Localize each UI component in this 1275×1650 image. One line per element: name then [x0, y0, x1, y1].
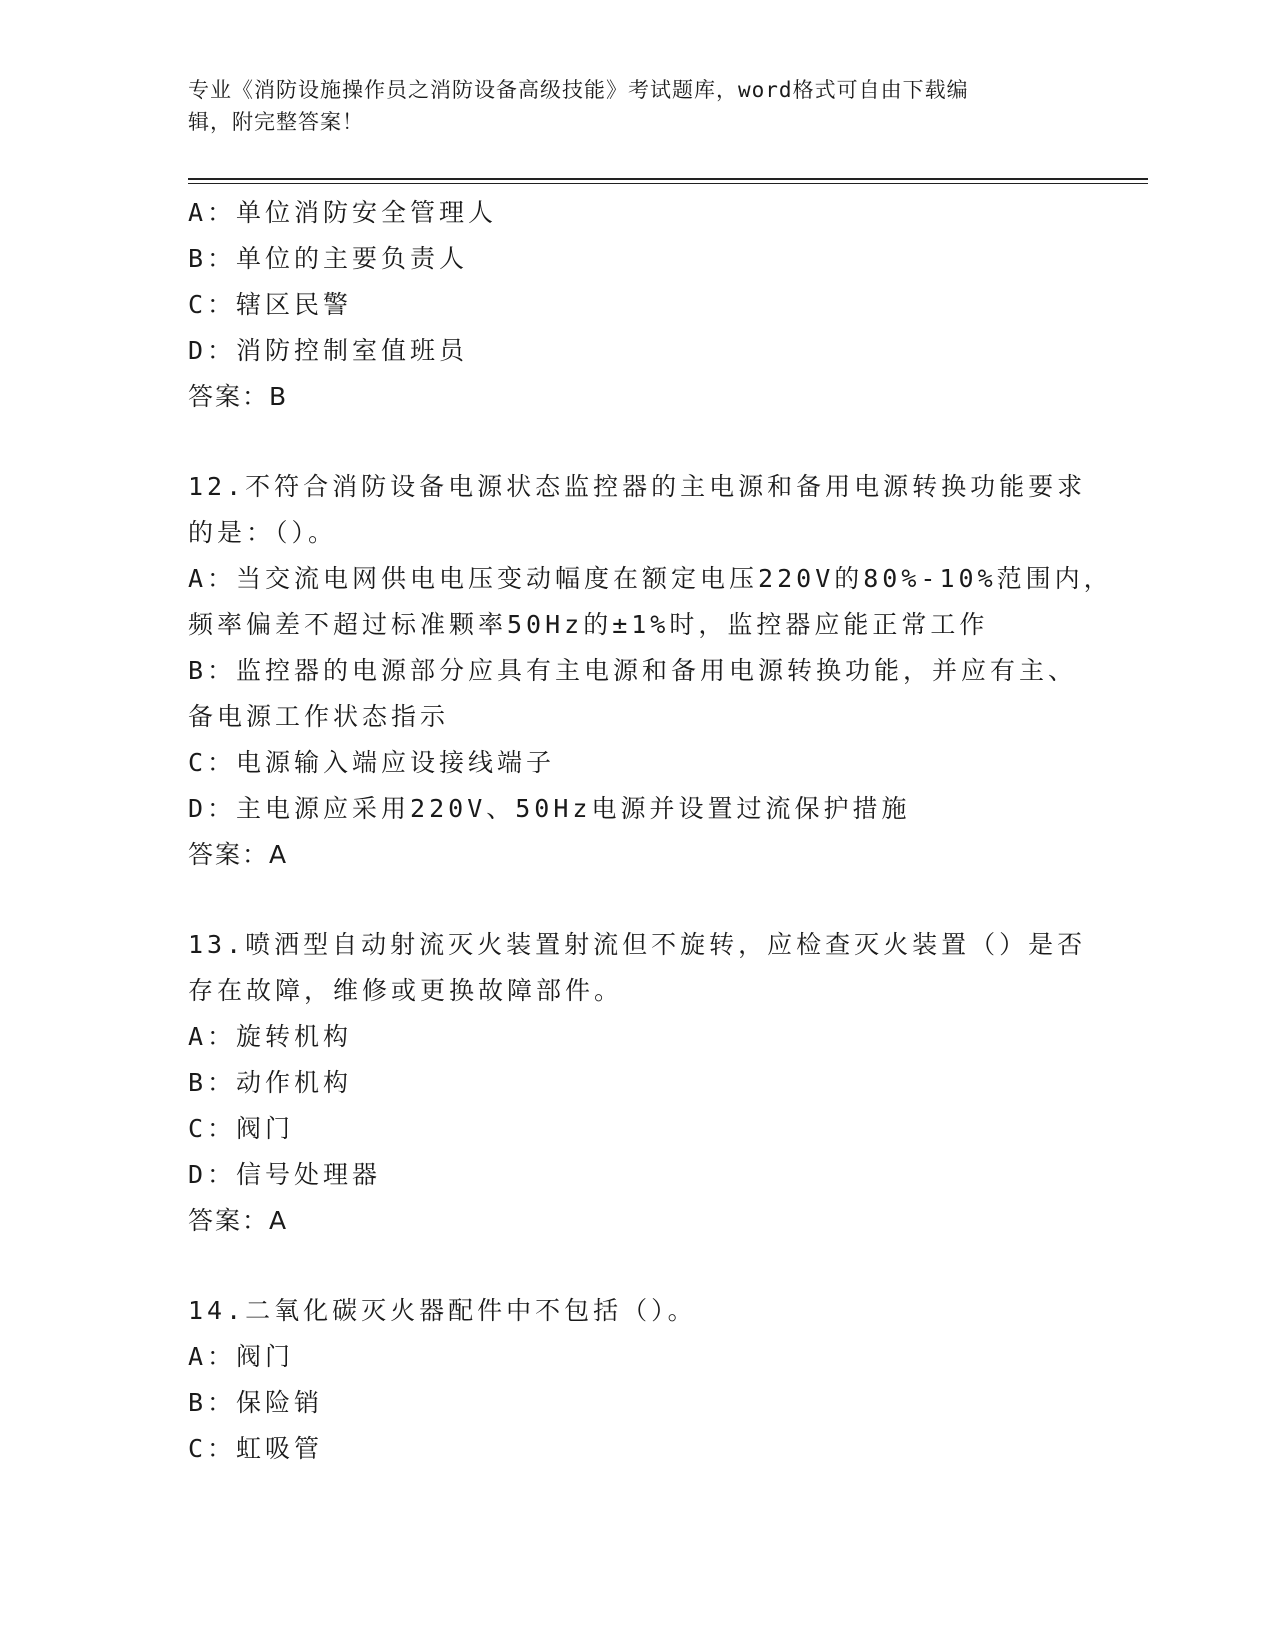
option-b: B：单位的主要负责人 [188, 244, 469, 273]
document-header [188, 74, 1068, 138]
option-d: D：信号处理器 [188, 1160, 382, 1189]
answer-line: 答案：A [188, 840, 289, 869]
question-stem: 14.二氧化碳灭火器配件中不包括（）。 [188, 1296, 697, 1325]
option-d: D：消防控制室值班员 [188, 336, 469, 365]
header-line-1: 专业《消防设施操作员之消防设备高级技能》考试题库，word格式可自由下载编 [188, 78, 969, 102]
option-b-continued: 备电源工作状态指示 [188, 702, 450, 731]
option-a: A：阀门 [188, 1342, 295, 1371]
option-d: D：主电源应采用220V、50Hz电源并设置过流保护措施 [188, 794, 911, 823]
header-line-2: 辑，附完整答案！ [188, 110, 364, 134]
option-a-continued: 频率偏差不超过标准颗率50Hz的±1%时，监控器应能正常工作 [188, 610, 989, 639]
question-stem: 的是：（）。 [188, 518, 338, 547]
question-11 [188, 190, 1088, 420]
option-a: A：旋转机构 [188, 1022, 353, 1051]
question-stem: 13.喷洒型自动射流灭火装置射流但不旋转，应检查灭火装置（）是否 [188, 930, 1087, 959]
option-b: B：动作机构 [188, 1068, 353, 1097]
option-b: B：监控器的电源部分应具有主电源和备用电源转换功能，并应有主、 [188, 656, 1078, 685]
question-14 [188, 1288, 1088, 1472]
option-c: C：阀门 [188, 1114, 295, 1143]
answer-line: 答案：A [188, 1206, 289, 1235]
option-c: C：电源输入端应设接线端子 [188, 748, 556, 777]
question-stem: 存在故障，维修或更换故障部件。 [188, 976, 624, 1005]
answer-line: 答案：B [188, 382, 289, 411]
question-list [188, 190, 1113, 1472]
question-13 [188, 922, 1088, 1244]
option-c: C：虹吸管 [188, 1434, 324, 1463]
question-12 [188, 464, 1113, 878]
question-stem: 12.不符合消防设备电源状态监控器的主电源和备用电源转换功能要求 [188, 472, 1087, 501]
option-b: B：保险销 [188, 1388, 324, 1417]
header-divider-thick [188, 178, 1148, 180]
option-a: A：单位消防安全管理人 [188, 198, 498, 227]
option-c: C：辖区民警 [188, 290, 353, 319]
option-a: A：当交流电网供电电压变动幅度在额定电压220V的80%-10%范围内， [188, 564, 1113, 593]
header-divider-thin [188, 183, 1148, 184]
